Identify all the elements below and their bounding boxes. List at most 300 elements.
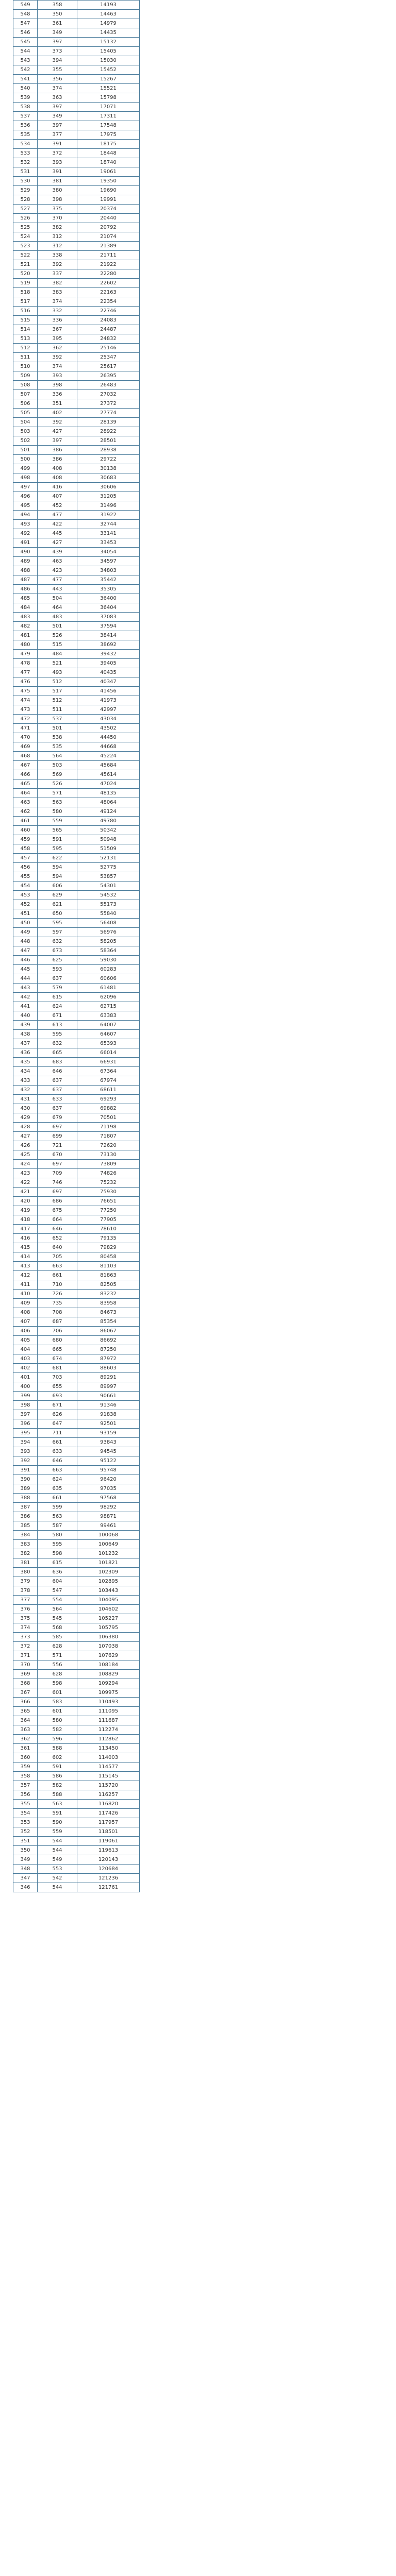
score-cell: 427 — [13, 1132, 38, 1141]
count-cell: 647 — [38, 1419, 77, 1429]
count-cell: 650 — [38, 909, 77, 919]
table-row — [13, 492, 140, 501]
table-row — [13, 473, 140, 483]
score-cell: 435 — [13, 1058, 38, 1067]
cumulative-cell: 67364 — [77, 1067, 140, 1076]
count-cell: 640 — [38, 1243, 77, 1252]
cumulative-cell: 117957 — [77, 1818, 140, 1827]
table-row — [13, 334, 140, 344]
score-cell: 415 — [13, 1243, 38, 1252]
count-cell: 588 — [38, 1790, 77, 1800]
score-cell: 529 — [13, 186, 38, 195]
cumulative-cell: 88603 — [77, 1364, 140, 1373]
count-cell: 632 — [38, 1039, 77, 1048]
score-cell: 533 — [13, 149, 38, 158]
cumulative-cell: 22602 — [77, 279, 140, 288]
count-cell: 556 — [38, 1660, 77, 1670]
table-row — [13, 1772, 140, 1781]
score-cell: 369 — [13, 1670, 38, 1679]
score-cell: 457 — [13, 854, 38, 863]
cumulative-cell: 100068 — [77, 1531, 140, 1540]
cumulative-cell: 114577 — [77, 1762, 140, 1772]
cumulative-cell: 28501 — [77, 436, 140, 446]
table-row — [13, 399, 140, 409]
table-row — [13, 659, 140, 668]
count-cell: 661 — [38, 1494, 77, 1503]
table-row — [13, 1494, 140, 1503]
count-cell: 350 — [38, 10, 77, 19]
count-cell: 635 — [38, 1484, 77, 1494]
score-cell: 417 — [13, 1225, 38, 1234]
table-row — [13, 1215, 140, 1225]
count-cell: 711 — [38, 1429, 77, 1438]
count-cell: 746 — [38, 1178, 77, 1188]
count-cell: 569 — [38, 770, 77, 779]
cumulative-cell: 95748 — [77, 1466, 140, 1475]
cumulative-cell: 28139 — [77, 418, 140, 427]
cumulative-cell: 64607 — [77, 1030, 140, 1039]
table-row — [13, 1243, 140, 1252]
cumulative-cell: 83232 — [77, 1290, 140, 1299]
cumulative-cell: 33453 — [77, 538, 140, 548]
score-cell: 535 — [13, 130, 38, 140]
table-row — [13, 28, 140, 38]
count-cell: 580 — [38, 807, 77, 817]
table-row — [13, 807, 140, 817]
cumulative-cell: 34803 — [77, 566, 140, 575]
score-cell: 525 — [13, 223, 38, 232]
cumulative-cell: 14435 — [77, 28, 140, 38]
score-cell: 359 — [13, 1762, 38, 1772]
count-cell: 549 — [38, 1855, 77, 1865]
table-row — [13, 19, 140, 28]
count-cell: 598 — [38, 1679, 77, 1688]
cumulative-cell: 99461 — [77, 1521, 140, 1531]
table-row — [13, 344, 140, 353]
score-cell: 447 — [13, 946, 38, 956]
table-row — [13, 1336, 140, 1345]
table-row — [13, 65, 140, 75]
count-cell: 443 — [38, 585, 77, 594]
table-row — [13, 279, 140, 288]
cumulative-cell: 18740 — [77, 158, 140, 167]
count-cell: 393 — [38, 158, 77, 167]
table-row — [13, 362, 140, 371]
score-cell: 373 — [13, 1633, 38, 1642]
score-cell: 423 — [13, 1169, 38, 1178]
score-cell: 421 — [13, 1188, 38, 1197]
score-cell: 497 — [13, 483, 38, 492]
cumulative-cell: 73130 — [77, 1150, 140, 1160]
score-cell: 547 — [13, 19, 38, 28]
score-cell: 464 — [13, 789, 38, 798]
cumulative-cell: 51509 — [77, 844, 140, 854]
table-row — [13, 1262, 140, 1271]
score-cell: 428 — [13, 1123, 38, 1132]
cumulative-cell: 109294 — [77, 1679, 140, 1688]
score-cell: 545 — [13, 38, 38, 47]
cumulative-cell: 97568 — [77, 1494, 140, 1503]
cumulative-cell: 63383 — [77, 1011, 140, 1021]
score-cell: 405 — [13, 1336, 38, 1345]
score-cell: 446 — [13, 956, 38, 965]
score-cell: 500 — [13, 455, 38, 464]
count-cell: 392 — [38, 260, 77, 269]
cumulative-cell: 101821 — [77, 1558, 140, 1568]
table-row — [13, 84, 140, 93]
score-cell: 481 — [13, 631, 38, 640]
score-cell: 386 — [13, 1512, 38, 1521]
table-row — [13, 1290, 140, 1299]
count-cell: 336 — [38, 316, 77, 325]
table-row — [13, 1382, 140, 1392]
count-cell: 625 — [38, 956, 77, 965]
cumulative-cell: 40435 — [77, 668, 140, 677]
score-cell: 479 — [13, 650, 38, 659]
table-row — [13, 501, 140, 511]
cumulative-cell: 77250 — [77, 1206, 140, 1215]
count-cell: 664 — [38, 1215, 77, 1225]
table-row — [13, 1429, 140, 1438]
score-cell: 484 — [13, 603, 38, 613]
table-row — [13, 1252, 140, 1262]
cumulative-cell: 22280 — [77, 269, 140, 279]
score-cell: 521 — [13, 260, 38, 269]
count-cell: 386 — [38, 446, 77, 455]
cumulative-cell: 120143 — [77, 1855, 140, 1865]
cumulative-cell: 15267 — [77, 75, 140, 84]
score-cell: 508 — [13, 381, 38, 390]
table-row — [13, 622, 140, 631]
table-row — [13, 1540, 140, 1549]
score-cell: 379 — [13, 1577, 38, 1586]
count-cell: 601 — [38, 1707, 77, 1716]
cumulative-cell: 26483 — [77, 381, 140, 390]
count-cell: 356 — [38, 75, 77, 84]
cumulative-cell: 28938 — [77, 446, 140, 455]
score-cell: 358 — [13, 1772, 38, 1781]
cumulative-cell: 60283 — [77, 965, 140, 974]
count-cell: 661 — [38, 1438, 77, 1447]
count-cell: 595 — [38, 844, 77, 854]
cumulative-cell: 21711 — [77, 251, 140, 260]
count-cell: 373 — [38, 47, 77, 56]
count-cell: 382 — [38, 223, 77, 232]
table-row — [13, 1178, 140, 1188]
count-cell: 477 — [38, 511, 77, 520]
count-cell: 591 — [38, 1809, 77, 1818]
cumulative-cell: 39432 — [77, 650, 140, 659]
score-cell: 524 — [13, 232, 38, 242]
score-cell: 432 — [13, 1086, 38, 1095]
score-cell: 400 — [13, 1382, 38, 1392]
score-cell: 377 — [13, 1596, 38, 1605]
count-cell: 665 — [38, 1345, 77, 1354]
score-cell: 425 — [13, 1150, 38, 1160]
table-row — [13, 1762, 140, 1772]
count-cell: 621 — [38, 900, 77, 909]
count-cell: 517 — [38, 687, 77, 696]
count-cell: 629 — [38, 891, 77, 900]
cumulative-cell: 65393 — [77, 1039, 140, 1048]
table-row — [13, 1633, 140, 1642]
table-row — [13, 1679, 140, 1688]
table-row — [13, 1419, 140, 1429]
cumulative-cell: 85354 — [77, 1317, 140, 1327]
score-cell: 546 — [13, 28, 38, 38]
count-cell: 477 — [38, 575, 77, 585]
score-cell: 486 — [13, 585, 38, 594]
table-row — [13, 937, 140, 946]
cumulative-cell: 102895 — [77, 1577, 140, 1586]
score-cell: 445 — [13, 965, 38, 974]
cumulative-cell: 116820 — [77, 1800, 140, 1809]
count-cell: 395 — [38, 334, 77, 344]
score-cell: 353 — [13, 1818, 38, 1827]
count-cell: 563 — [38, 1512, 77, 1521]
cumulative-cell: 30138 — [77, 464, 140, 473]
cumulative-cell: 86692 — [77, 1336, 140, 1345]
table-row — [13, 919, 140, 928]
table-row — [13, 1642, 140, 1651]
cumulative-cell: 36400 — [77, 594, 140, 603]
table-row — [13, 427, 140, 436]
cumulative-cell: 19061 — [77, 167, 140, 177]
count-cell: 374 — [38, 297, 77, 307]
score-cell: 385 — [13, 1521, 38, 1531]
score-cell: 398 — [13, 1401, 38, 1410]
score-cell: 442 — [13, 993, 38, 1002]
score-cell: 357 — [13, 1781, 38, 1790]
cumulative-cell: 68611 — [77, 1086, 140, 1095]
table-row — [13, 1577, 140, 1586]
score-cell: 402 — [13, 1364, 38, 1373]
cumulative-cell: 17548 — [77, 121, 140, 130]
cumulative-cell: 28922 — [77, 427, 140, 436]
count-cell: 721 — [38, 1141, 77, 1150]
table-row — [13, 1521, 140, 1531]
count-cell: 386 — [38, 455, 77, 464]
table-row — [13, 1280, 140, 1290]
count-cell: 633 — [38, 1447, 77, 1456]
count-cell: 585 — [38, 1633, 77, 1642]
score-cell: 351 — [13, 1837, 38, 1846]
score-cell: 438 — [13, 1030, 38, 1039]
table-row — [13, 1030, 140, 1039]
table-row — [13, 1735, 140, 1744]
table-row — [13, 288, 140, 297]
count-cell: 594 — [38, 872, 77, 882]
count-cell: 362 — [38, 344, 77, 353]
table-row — [13, 826, 140, 835]
cumulative-cell: 21922 — [77, 260, 140, 269]
table-row — [13, 307, 140, 316]
cumulative-cell: 19991 — [77, 195, 140, 205]
score-cell: 451 — [13, 909, 38, 919]
table-row — [13, 371, 140, 381]
cumulative-cell: 95122 — [77, 1456, 140, 1466]
cumulative-cell: 93159 — [77, 1429, 140, 1438]
cumulative-cell: 111095 — [77, 1707, 140, 1716]
count-cell: 626 — [38, 1410, 77, 1419]
count-cell: 565 — [38, 826, 77, 835]
count-cell: 559 — [38, 1827, 77, 1837]
score-cell: 380 — [13, 1568, 38, 1577]
table-row — [13, 594, 140, 603]
table-row — [13, 167, 140, 177]
score-cell: 531 — [13, 167, 38, 177]
count-cell: 571 — [38, 789, 77, 798]
table-row — [13, 1002, 140, 1011]
count-cell: 512 — [38, 677, 77, 687]
score-cell: 383 — [13, 1540, 38, 1549]
table-row — [13, 1373, 140, 1382]
table-row — [13, 1113, 140, 1123]
count-cell: 537 — [38, 715, 77, 724]
count-cell: 464 — [38, 603, 77, 613]
table-row — [13, 1392, 140, 1401]
count-cell: 538 — [38, 733, 77, 742]
cumulative-cell: 43502 — [77, 724, 140, 733]
table-row — [13, 130, 140, 140]
cumulative-cell: 14463 — [77, 10, 140, 19]
count-cell: 697 — [38, 1123, 77, 1132]
table-row — [13, 1818, 140, 1827]
table-row — [13, 56, 140, 65]
count-cell: 597 — [38, 928, 77, 937]
cumulative-cell: 19690 — [77, 186, 140, 195]
count-cell: 501 — [38, 622, 77, 631]
count-cell: 545 — [38, 1614, 77, 1623]
cumulative-cell: 73809 — [77, 1160, 140, 1169]
cumulative-cell: 36404 — [77, 603, 140, 613]
cumulative-cell: 102309 — [77, 1568, 140, 1577]
count-cell: 670 — [38, 1150, 77, 1160]
cumulative-cell: 118501 — [77, 1827, 140, 1837]
score-cell: 439 — [13, 1021, 38, 1030]
cumulative-cell: 105227 — [77, 1614, 140, 1623]
cumulative-cell: 37594 — [77, 622, 140, 631]
cumulative-cell: 113450 — [77, 1744, 140, 1753]
score-table — [13, 0, 140, 1892]
score-cell: 364 — [13, 1716, 38, 1725]
table-row — [13, 1011, 140, 1021]
cumulative-cell: 116257 — [77, 1790, 140, 1800]
table-row — [13, 798, 140, 807]
table-row — [13, 1707, 140, 1716]
score-cell: 422 — [13, 1178, 38, 1188]
count-cell: 355 — [38, 65, 77, 75]
cumulative-cell: 86067 — [77, 1327, 140, 1336]
table-row — [13, 269, 140, 279]
table-row — [13, 149, 140, 158]
score-cell: 469 — [13, 742, 38, 752]
count-cell: 383 — [38, 288, 77, 297]
cumulative-cell: 32744 — [77, 520, 140, 529]
score-cell: 426 — [13, 1141, 38, 1150]
count-cell: 697 — [38, 1188, 77, 1197]
table-row — [13, 214, 140, 223]
score-cell: 505 — [13, 409, 38, 418]
score-cell: 498 — [13, 473, 38, 483]
table-row — [13, 668, 140, 677]
cumulative-cell: 90661 — [77, 1392, 140, 1401]
table-row — [13, 946, 140, 956]
table-row — [13, 1447, 140, 1456]
table-row — [13, 409, 140, 418]
table-row — [13, 835, 140, 844]
score-cell: 477 — [13, 668, 38, 677]
cumulative-cell: 97035 — [77, 1484, 140, 1494]
score-cell: 518 — [13, 288, 38, 297]
count-cell: 680 — [38, 1336, 77, 1345]
table-row — [13, 984, 140, 993]
cumulative-cell: 60606 — [77, 974, 140, 984]
table-row — [13, 733, 140, 742]
table-row — [13, 603, 140, 613]
cumulative-cell: 20374 — [77, 205, 140, 214]
cumulative-cell: 27032 — [77, 390, 140, 399]
table-row — [13, 205, 140, 214]
score-cell: 520 — [13, 269, 38, 279]
table-row — [13, 1475, 140, 1484]
cumulative-cell: 21389 — [77, 242, 140, 251]
score-cell: 522 — [13, 251, 38, 260]
table-row — [13, 390, 140, 399]
score-cell: 510 — [13, 362, 38, 371]
cumulative-cell: 24083 — [77, 316, 140, 325]
table-row — [13, 1827, 140, 1837]
table-row — [13, 1317, 140, 1327]
count-cell: 564 — [38, 1605, 77, 1614]
cumulative-cell: 15452 — [77, 65, 140, 75]
score-cell: 411 — [13, 1280, 38, 1290]
count-cell: 675 — [38, 1206, 77, 1215]
count-cell: 503 — [38, 761, 77, 770]
count-cell: 596 — [38, 1735, 77, 1744]
count-cell: 591 — [38, 1762, 77, 1772]
score-cell: 503 — [13, 427, 38, 436]
score-cell: 346 — [13, 1883, 38, 1892]
cumulative-cell: 87250 — [77, 1345, 140, 1354]
count-cell: 501 — [38, 724, 77, 733]
count-cell: 646 — [38, 1225, 77, 1234]
cumulative-cell: 101232 — [77, 1549, 140, 1558]
count-cell: 374 — [38, 362, 77, 371]
table-row — [13, 613, 140, 622]
score-cell: 494 — [13, 511, 38, 520]
cumulative-cell: 41456 — [77, 687, 140, 696]
cumulative-cell: 81103 — [77, 1262, 140, 1271]
score-cell: 472 — [13, 715, 38, 724]
cumulative-cell: 83958 — [77, 1299, 140, 1308]
count-cell: 646 — [38, 1067, 77, 1076]
count-cell: 604 — [38, 1577, 77, 1586]
count-cell: 687 — [38, 1317, 77, 1327]
score-cell: 388 — [13, 1494, 38, 1503]
cumulative-cell: 105795 — [77, 1623, 140, 1633]
score-cell: 511 — [13, 353, 38, 362]
score-cell: 436 — [13, 1048, 38, 1058]
score-cell: 443 — [13, 984, 38, 993]
cumulative-cell: 31496 — [77, 501, 140, 511]
cumulative-cell: 107038 — [77, 1642, 140, 1651]
cumulative-cell: 30683 — [77, 473, 140, 483]
count-cell: 372 — [38, 149, 77, 158]
cumulative-cell: 37083 — [77, 613, 140, 622]
cumulative-cell: 58364 — [77, 946, 140, 956]
score-cell: 527 — [13, 205, 38, 214]
